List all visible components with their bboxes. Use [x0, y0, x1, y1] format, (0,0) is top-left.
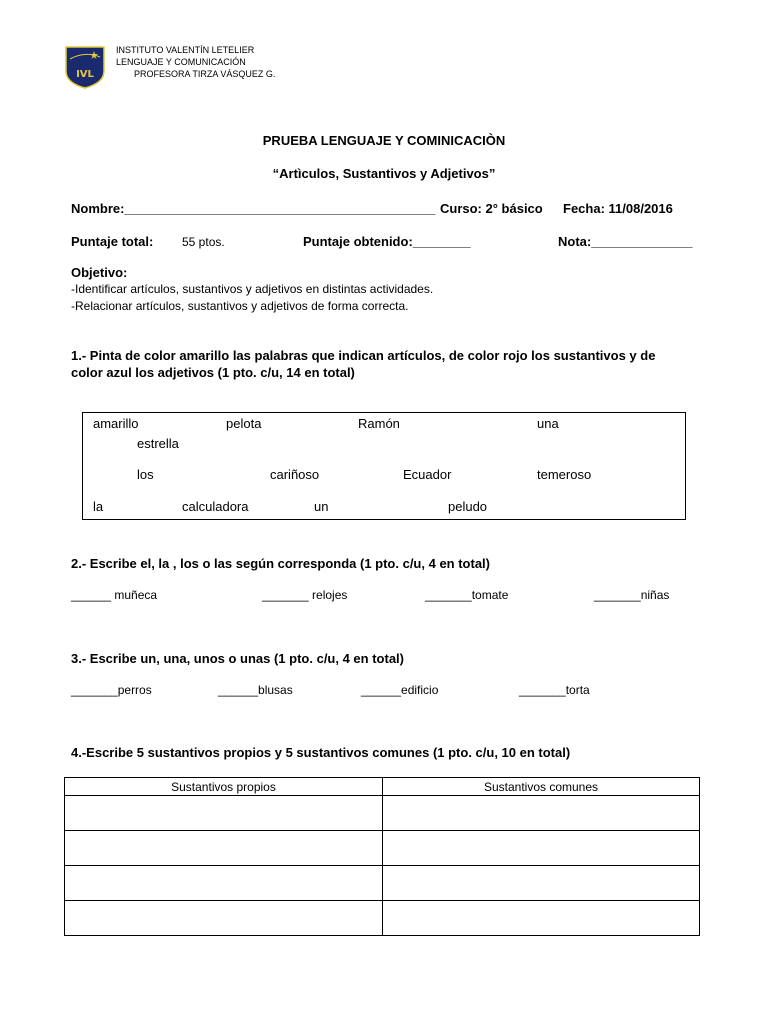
word-item[interactable]: peludo	[448, 499, 488, 514]
course-label: Curso: 2° básico	[440, 201, 543, 216]
table-cell[interactable]	[65, 866, 383, 901]
q3-blank-item[interactable]: _______torta	[519, 683, 590, 697]
q2-blank-item[interactable]: ______ muñeca	[71, 588, 158, 602]
q2-blank-item[interactable]: _______ relojes	[262, 588, 348, 602]
school-name: INSTITUTO VALENTÍN LETELIER	[116, 45, 255, 55]
table-cell[interactable]	[383, 866, 700, 901]
school-header	[116, 44, 275, 80]
table-row	[65, 866, 700, 901]
q3-instruction: 3.- Escribe un, una, unos o unas (1 pto. c/u, 4 en total)	[71, 651, 404, 666]
word-item[interactable]: un	[314, 499, 329, 514]
total-score-value: 55 ptos.	[182, 235, 225, 249]
column-header-common-nouns: Sustantivos comunes	[383, 778, 700, 796]
word-item[interactable]: Ecuador	[403, 467, 452, 482]
test-subtitle: “Artìculos, Sustantivos y Adjetivos”	[272, 166, 496, 181]
q1-instruction-line-2: color azul los adjetivos (1 pto. c/u, 14 en total)	[71, 365, 355, 380]
q3-blank-item[interactable]: ______blusas	[218, 683, 293, 697]
word-item[interactable]: una	[537, 416, 559, 431]
table-cell[interactable]	[383, 901, 700, 936]
q4-instruction: 4.-Escribe 5 sustantivos propios y 5 sustantivos comunes (1 pto. c/u, 10 en total)	[71, 745, 571, 760]
word-item[interactable]: estrella	[137, 436, 179, 451]
q3-blank-item[interactable]: ______edificio	[361, 683, 439, 697]
school-logo	[64, 45, 106, 89]
q2-instruction: 2.- Escribe el, la , los o las según corresponda (1 pto. c/u, 4 en total)	[71, 556, 490, 571]
word-item[interactable]: la	[93, 499, 104, 514]
grade-field[interactable]: Nota:______________	[558, 234, 693, 249]
objective-heading: Objetivo:	[71, 265, 128, 280]
word-item[interactable]: los	[137, 467, 154, 482]
q1-instruction-line-1: 1.- Pinta de color amarillo las palabras que indican artículos, de color rojo los sustantivos y de	[71, 348, 656, 363]
nouns-table	[64, 777, 700, 936]
q2-blank-item[interactable]: _______tomate	[425, 588, 509, 602]
name-field[interactable]: Nombre:___________________________________________	[71, 201, 436, 216]
column-header-proper-nouns: Sustantivos propios	[65, 778, 383, 796]
table-cell[interactable]	[383, 831, 700, 866]
obtained-score-field[interactable]: Puntaje obtenido:________	[303, 234, 471, 249]
date-label: Fecha: 11/08/2016	[563, 201, 673, 216]
table-cell[interactable]	[65, 901, 383, 936]
table-row	[65, 831, 700, 866]
table-row	[65, 796, 700, 831]
word-item[interactable]: cariñoso	[270, 467, 320, 482]
q2-blank-item[interactable]: _______niñas	[594, 588, 670, 602]
word-item[interactable]: pelota	[226, 416, 262, 431]
q3-blank-item[interactable]: _______perros	[71, 683, 152, 697]
word-item[interactable]: calculadora	[182, 499, 249, 514]
table-cell[interactable]	[65, 831, 383, 866]
word-item[interactable]: amarillo	[93, 416, 139, 431]
word-item[interactable]: Ramón	[358, 416, 400, 431]
objective-line-1: -Identificar artículos, sustantivos y adjetivos en distintas actividades.	[71, 282, 434, 296]
subject-name: LENGUAJE Y COMUNICACIÓN	[116, 57, 246, 67]
svg-text:IVL: IVL	[76, 69, 94, 80]
table-cell[interactable]	[383, 796, 700, 831]
table-cell[interactable]	[65, 796, 383, 831]
table-row	[65, 901, 700, 936]
objective-line-2: -Relacionar artículos, sustantivos y adjetivos de forma correcta.	[71, 299, 409, 313]
word-item[interactable]: temeroso	[537, 467, 592, 482]
test-title: PRUEBA LENGUAJE Y COMINICACIÒN	[262, 133, 506, 148]
teacher-name: PROFESORA TIRZA VÁSQUEZ G.	[134, 69, 276, 79]
total-score-label: Puntaje total:	[71, 234, 154, 249]
